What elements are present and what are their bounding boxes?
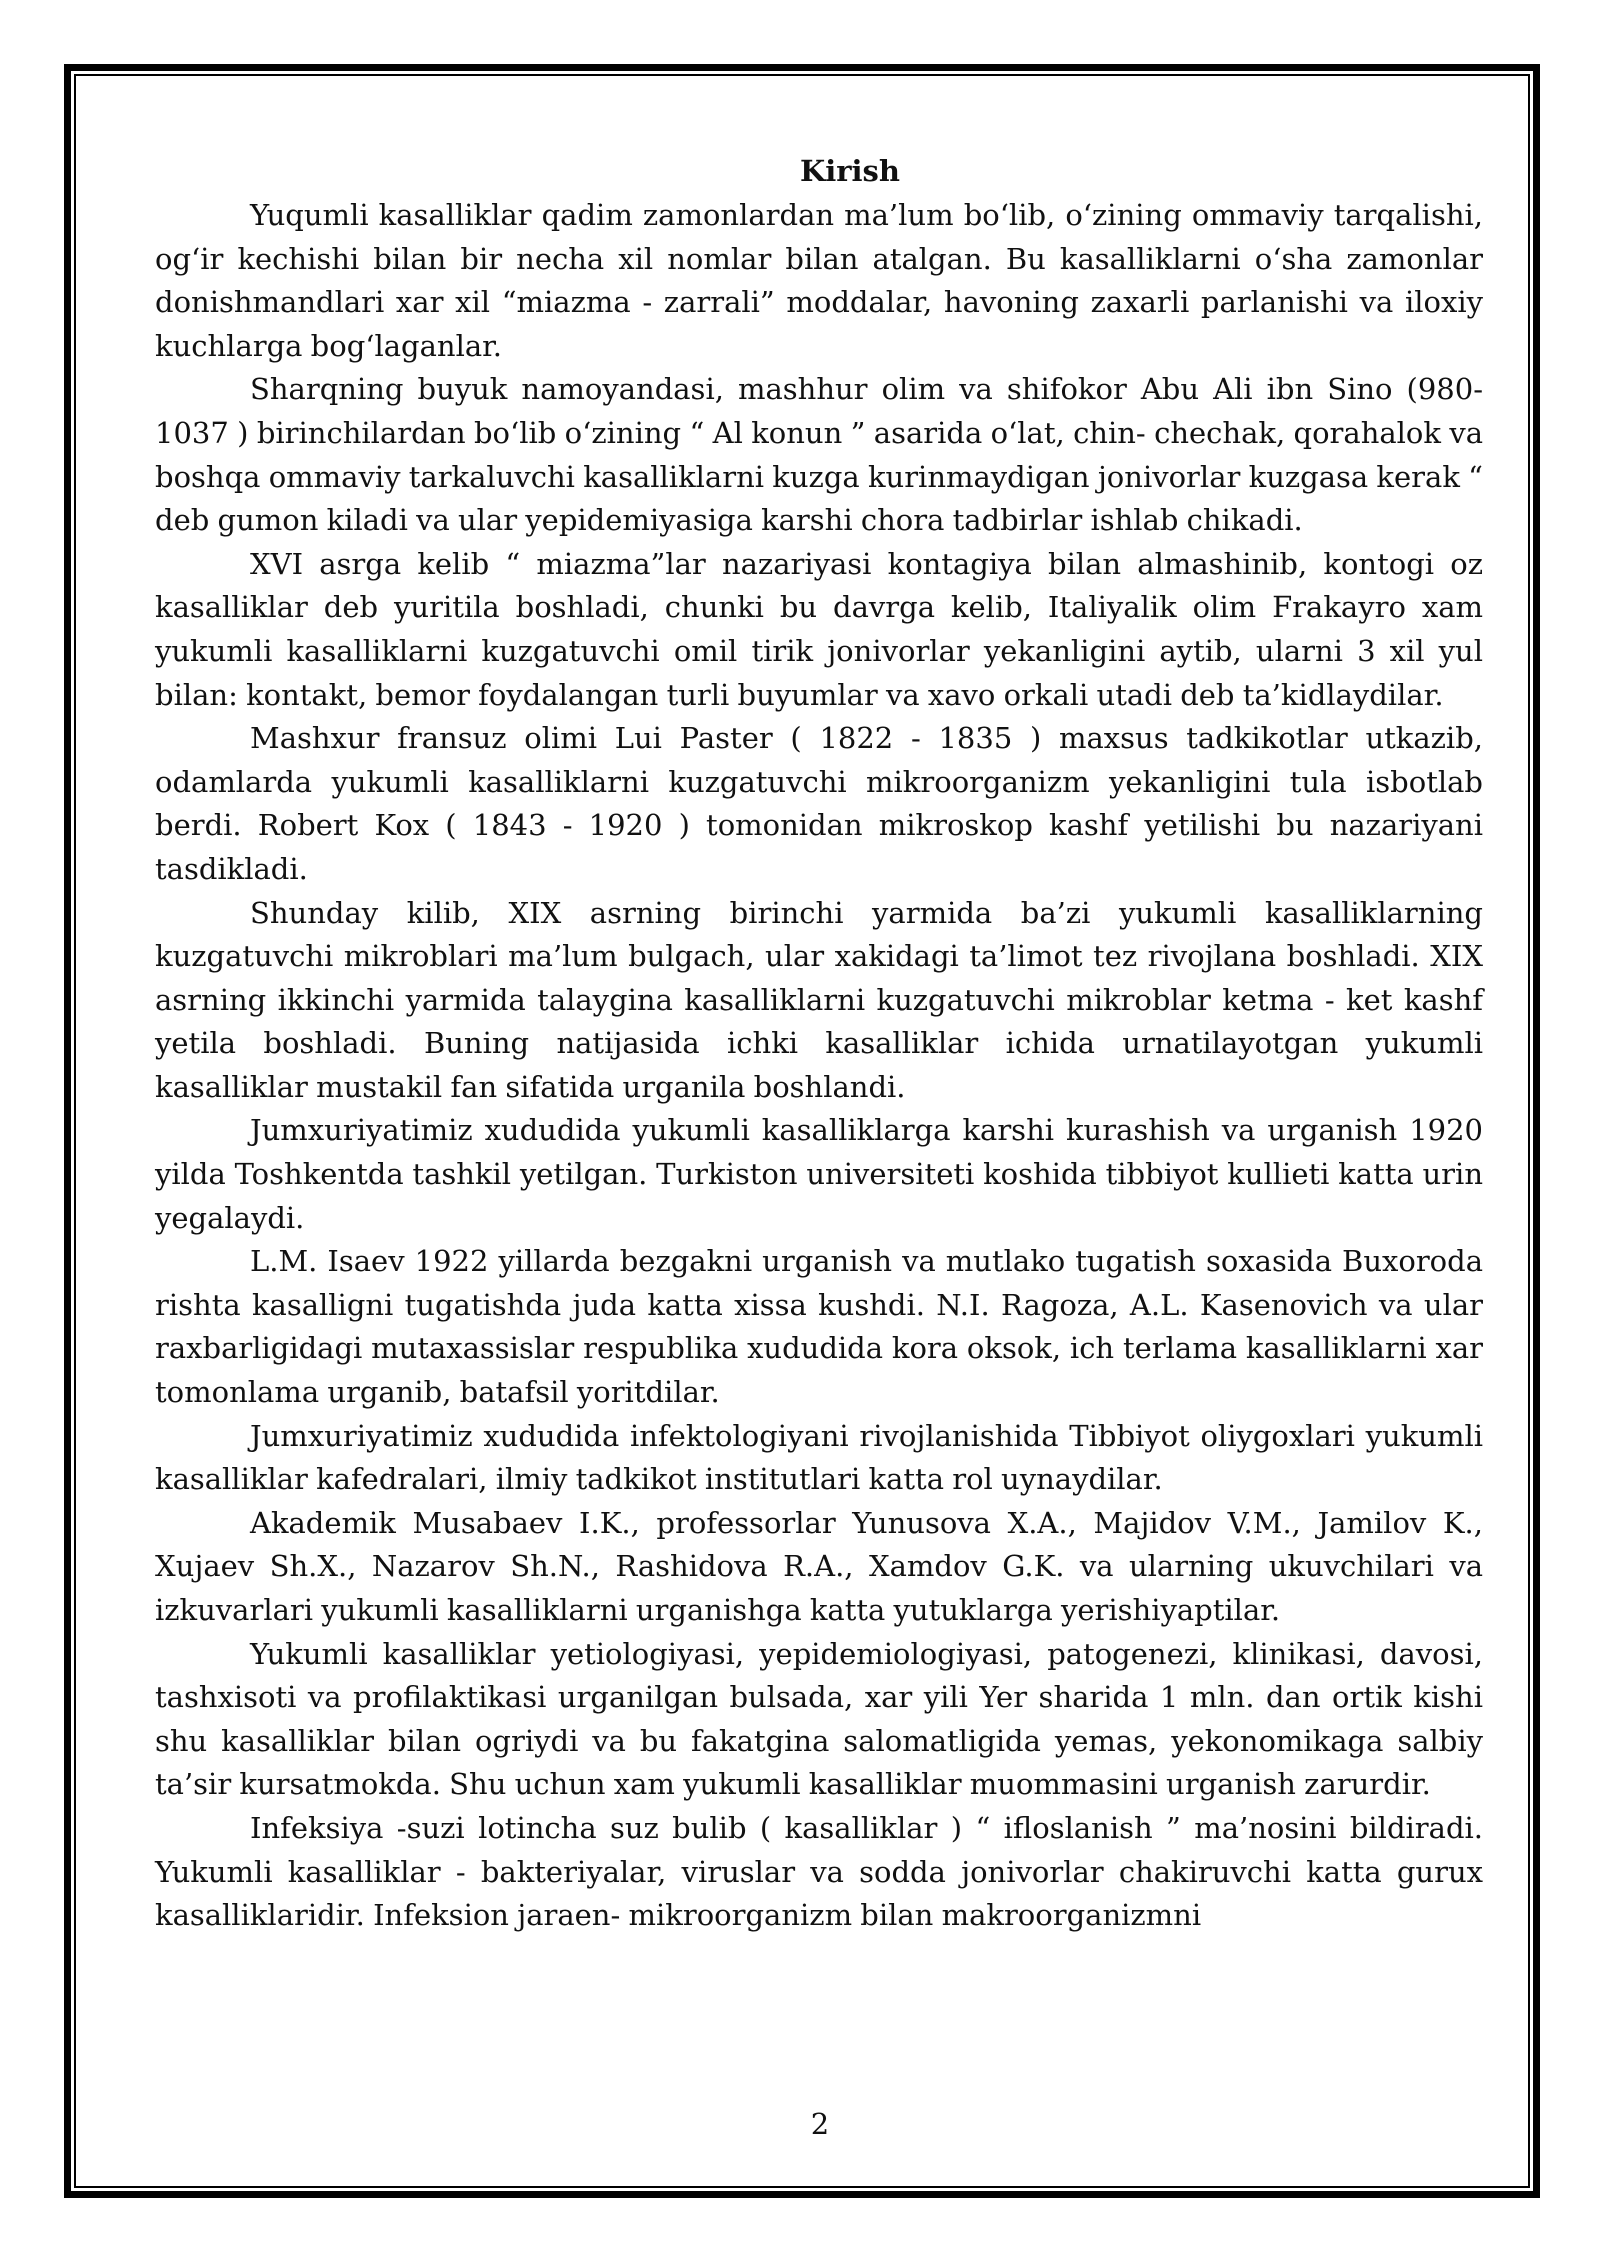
paragraph-1: Yuqumli kasalliklar qadim zamonlardan ma’lum bo‘lib, o‘zining ommaviy tarqalishi, og‘ir kechishi bilan bir necha xil nomlar bilan atalgan. Bu kasalliklarni o‘sha zamonlar donishmandlari xar xil “miazma - zarrali” moddalar, havoning zaxarli parlanishi va iloxiy kuchlarga bog‘laganlar. — [155, 198, 1483, 363]
paragraph-8: Jumxuriyatimiz xududida infektologiyani rivojlanishida Tibbiyot oliygoxlari yukumli kasalliklar kafedralari, ilmiy tadkikot institutlari katta rol uynaydilar. — [155, 1418, 1483, 1497]
paragraph-11: Infeksiya -suzi lotincha suz bulib ( kasalliklar ) “ ifloslanish ” ma’nosini bildiradi. Yukumli kasalliklar - bakteriyalar, viruslar va sodda jonivorlar chakiruvchi katta gurux kasalliklaridir. Infeksion jaraen- mikroorganizm bilan makroorganizmni — [155, 1810, 1483, 1933]
paragraph-10: Yukumli kasalliklar yetiologiyasi, yepidemiologiyasi, patogenezi, klinikasi, davosi, tashxisoti va profilaktikasi urganilgan bulsada, xar yili Yer sharida 1 mln. dan ortik kishi shu kasalliklar bilan ogriydi va bu fakatgina salomatligida yemas, yekonomikaga salbiy ta’sir kursatmokda. Shu uchun xam yukumli kasalliklar muommasini urganish zarurdir. — [155, 1636, 1483, 1802]
document-body — [155, 150, 1483, 1938]
paragraph-7: L.M. Isaev 1922 yillarda bezgakni urganish va mutlako tugatish soxasida Buxoroda rishta kasalligni tugatishda juda katta xissa kushdi. N.I. Ragoza, A.L. Kasenovich va ular raxbarligidagi mutaxassislar respublika xududida kora oksok, ich terlama kasalliklarni xar tomonlama urganib, batafsil yoritdilar. — [155, 1244, 1483, 1410]
page-number: 2 — [810, 2107, 830, 2141]
page-title: Kirish — [800, 154, 900, 188]
paragraph-6: Jumxuriyatimiz xududida yukumli kasalliklarga karshi kurashish va urganish 1920 yilda Toshkentda tashkil yetilgan. Turkiston universiteti koshida tibbiyot kullieti katta urin yegalaydi. — [155, 1113, 1483, 1235]
paragraph-5: Shunday kilib, XIX asrning birinchi yarmida ba’zi yukumli kasalliklarning kuzgatuvchi mikroblari ma’lum bulgach, ular xakidagi ta’limot tez rivojlana boshladi. XIX asrning ikkinchi yarmida talaygina kasalliklarni kuzgatuvchi mikroblar ketma - ket kashf yetila boshladi. Buning natijasida ichki kasalliklar ichida urnatilayotgan yukumli kasalliklar mustakil fan sifatida urganila boshlandi. — [155, 895, 1483, 1104]
paragraph-2: Sharqning buyuk namoyandasi, mashhur olim va shifokor Abu Ali ibn Sino (980-1037 ) birinchilardan bo‘lib o‘zining “ Al konun ” asarida o‘lat, chin- chechak, qorahalok va boshqa ommaviy tarkaluvchi kasalliklarni kuzga kurinmaydigan jonivorlar kuzgasa kerak “ deb gumon kiladi va ular yepidemiyasiga karshi chora tadbirlar ishlab chikadi. — [155, 372, 1483, 538]
paragraph-9: Akademik Musabaev I.K., professorlar Yunusova X.A., Majidov V.M., Jamilov K., Xujaev Sh.X., Nazarov Sh.N., Rashidova R.A., Xamdov G.K. va ularning ukuvchilari va izkuvarlari yukumli kasalliklarni urganishga katta yutuklarga yerishiyaptilar. — [155, 1505, 1483, 1627]
paragraph-3: XVI asrga kelib “ miazma”lar nazariyasi kontagiya bilan almashinib, kontogi oz kasalliklar deb yuritila boshladi, chunki bu davrga kelib, Italiyalik olim Frakayro xam yukumli kasalliklarni kuzgatuvchi omil tirik jonivorlar yekanligini aytib, ularni 3 xil yul bilan: kontakt, bemor foydalangan turli buyumlar va xavo orkali utadi deb ta’kidlaydilar. — [155, 546, 1483, 712]
paragraph-4: Mashxur fransuz olimi Lui Paster ( 1822 - 1835 ) maxsus tadkikotlar utkazib, odamlarda yukumli kasalliklarni kuzgatuvchi mikroorganizm yekanligini tula isbotlab berdi. Robert Kox ( 1843 - 1920 ) tomonidan mikroskop kashf yetilishi bu nazariyani tasdikladi. — [155, 721, 1483, 886]
